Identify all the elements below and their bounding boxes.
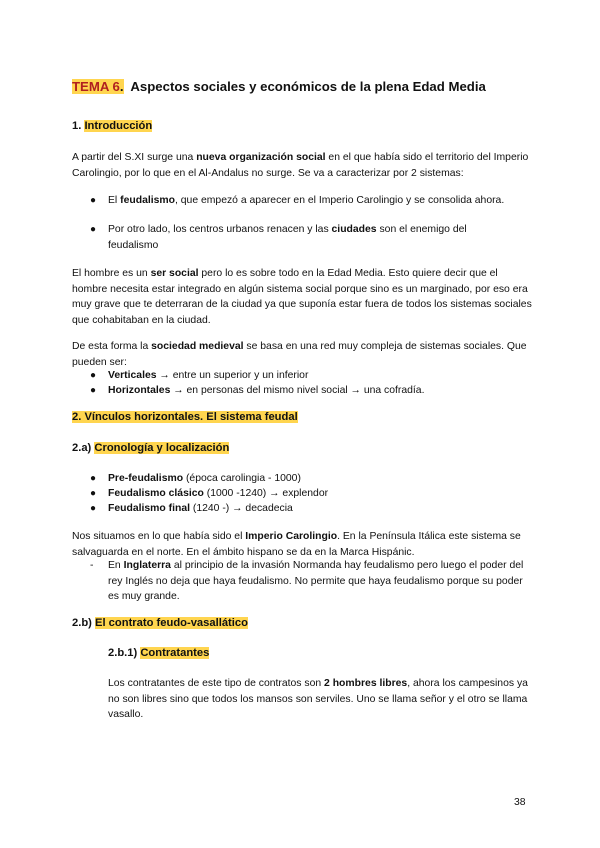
bullet-icon: ● bbox=[90, 488, 97, 499]
paragraph: El hombre es un ser social pero lo es sobre todo en la Edad Media. Esto quiere decir que el hombre necesita estar integrado en algún sistema social porque sino es un marginado, por eso era muy grave que te deterraran de la ciudad ya que suponía estar fuera de todos los sistemas sociales que cohabitaban en la ciudad. bbox=[72, 268, 532, 326]
bullet-icon: ● bbox=[90, 503, 97, 514]
list-item: ● Verticales → entre un superior y un inferior bbox=[90, 368, 510, 384]
list-item: ● Pre-feudalismo (época carolingia - 1000) bbox=[90, 471, 510, 487]
bullet-icon: ● bbox=[90, 370, 97, 381]
list-item: ● El feudalismo, que empezó a aparecer en el Imperio Carolingio y se consolida ahora. bbox=[90, 193, 510, 209]
bullet-icon: ● bbox=[90, 473, 97, 484]
bullet-icon: ● bbox=[90, 195, 97, 206]
list-item: ● Feudalismo final (1240 -) → decadecia bbox=[90, 501, 510, 517]
section-heading-vinculos: 2. Vínculos horizontales. El sistema feudal bbox=[72, 411, 298, 423]
subsection-heading-cronologia: 2.a) Cronología y localización bbox=[72, 442, 230, 454]
paragraph: Nos situamos en lo que había sido el Imperio Carolingio. En la Península Itálica este sistema se salvaguarda en el norte. En el ámbito hispano se da en la Marca Hispánic. bbox=[72, 531, 521, 558]
list-item: ● Por otro lado, los centros urbanos renacen y las ciudades son el enemigo del feudalismo bbox=[90, 224, 467, 251]
bullet-icon: ● bbox=[90, 385, 97, 396]
page-number: 38 bbox=[514, 797, 526, 808]
subsection-heading-contrato: 2.b) El contrato feudo-vasallático bbox=[72, 617, 248, 629]
subsubsection-heading-contratantes: 2.b.1) Contratantes bbox=[108, 647, 210, 659]
paragraph: De esta forma la sociedad medieval se basa en una red muy compleja de sistemas sociales. Que pueden ser: bbox=[72, 341, 527, 368]
paragraph: Los contratantes de este tipo de contratos son 2 hombres libres, ahora los campesinos ya no son libres sino que todos los mansos son serviles. Uno se llama señor y el otro se llama vasallo. bbox=[108, 678, 528, 720]
page-title: TEMA 6. Aspectos sociales y económicos de la plena Edad Media bbox=[72, 79, 486, 94]
paragraph: A partir del S.XI surge una nueva organización social en el que había sido el territorio del Imperio Carolingio, por lo que en el Al-Andalus no surge. Se va a caracterizar por 2 sistemas: bbox=[72, 152, 529, 179]
tema-label: TEMA 6 bbox=[72, 79, 120, 94]
dash-marker: - bbox=[90, 560, 94, 571]
list-item: ● Feudalismo clásico (1000 -1240) → explendor bbox=[90, 486, 510, 502]
dash-list-item: - En Inglaterra al principio de la invasión Normanda hay feudalismo pero luego el poder del rey Inglés no deja que haya feudalismo. No permite que haya feudalismo porque su poder es muy grande. bbox=[90, 560, 524, 602]
list-item: ● Horizontales → en personas del mismo nivel social → una cofradía. bbox=[90, 383, 510, 399]
section-heading-introduccion: 1. Introducción bbox=[72, 120, 153, 132]
bullet-icon: ● bbox=[90, 224, 97, 235]
